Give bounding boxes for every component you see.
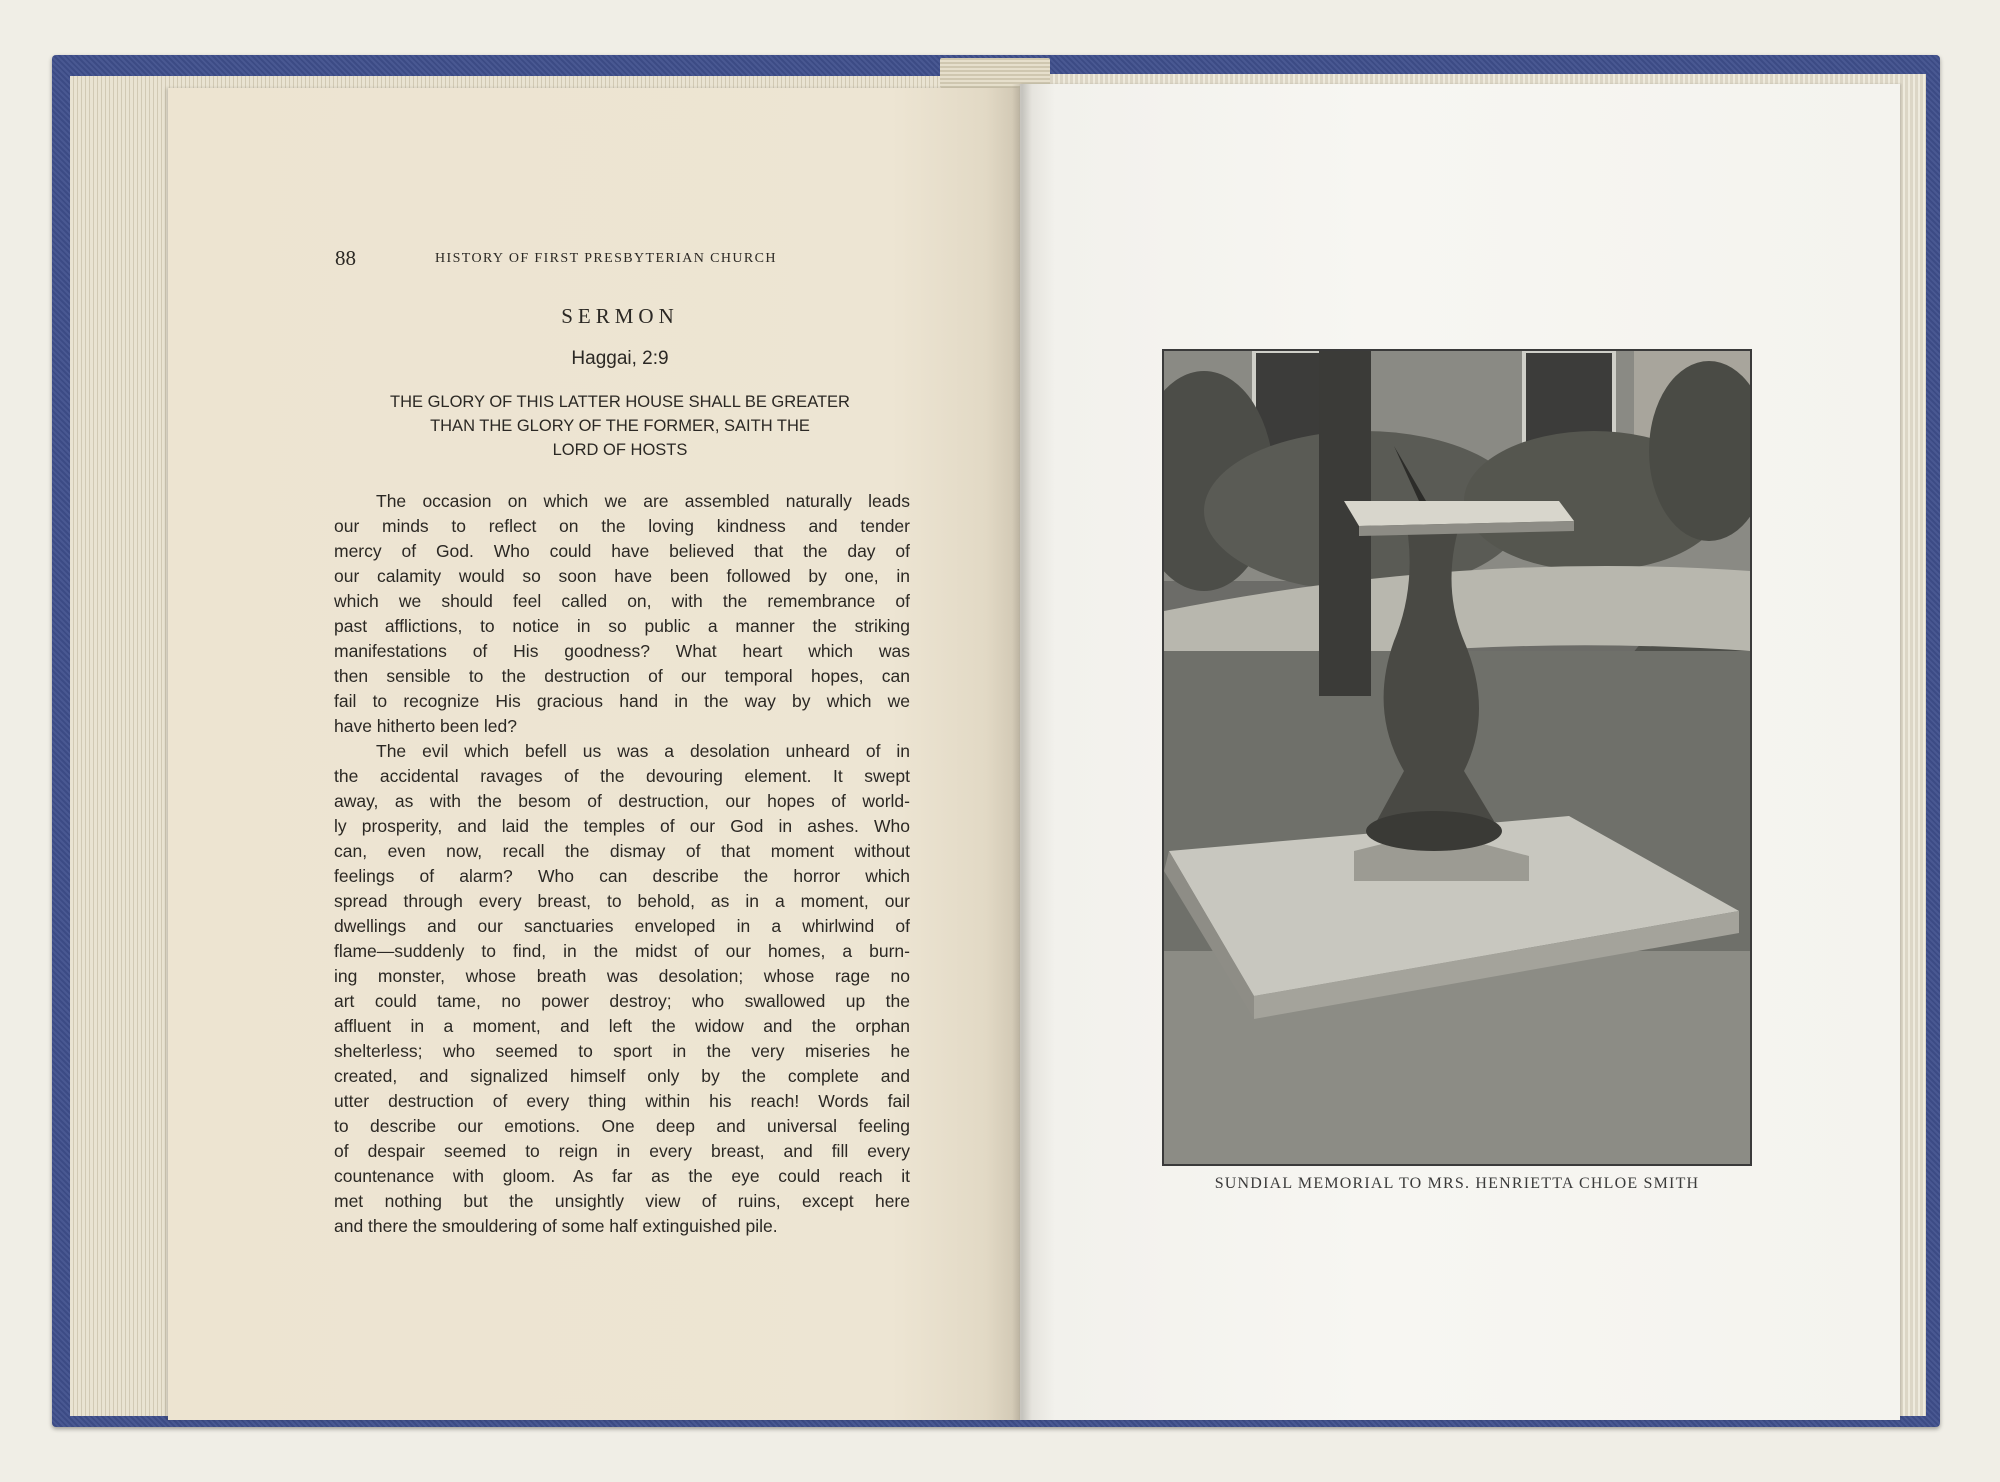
scripture-reference: Haggai, 2:9: [571, 348, 669, 369]
text-line: feelings of alarm? Who can describe the horror which: [334, 866, 910, 886]
text-line: art could tame, no power destroy; who swallowed up the: [334, 991, 910, 1011]
running-head: [330, 246, 910, 276]
text-line: created, and signalized himself only by the complete and: [334, 1066, 910, 1086]
text-line: dwellings and our sanctuaries enveloped in a whirlwind of: [334, 916, 910, 936]
text-line: The evil which befell us was a desolation unheard of in: [376, 741, 910, 761]
page-number: 88: [335, 246, 356, 270]
text-line: countenance with gloom. As far as the eye could reach it: [334, 1166, 910, 1186]
text-line: mercy of God. Who could have believed that the day of: [334, 541, 910, 561]
text-line: then sensible to the destruction of our temporal hopes, can: [334, 666, 910, 686]
sundial-photo-illustration: [1164, 351, 1750, 1164]
text-line: shelterless; who seemed to sport in the very miseries he: [334, 1041, 910, 1061]
text-line: to describe our emotions. One deep and universal feeling: [334, 1116, 910, 1136]
verse-line: LORD OF HOSTS: [552, 441, 688, 459]
book-gutter: [1012, 84, 1032, 1420]
running-head-title: HISTORY OF FIRST PRESBYTERIAN CHURCH: [435, 251, 777, 266]
text-line: utter destruction of every thing within his reach! Words fail: [334, 1091, 910, 1111]
sundial-photograph: [1162, 349, 1752, 1166]
text-line: affluent in a moment, and left the widow and the orphan: [334, 1016, 910, 1036]
sermon-title: SERMON: [561, 304, 679, 328]
sermon-body: [334, 489, 910, 1239]
text-line: manifestations of His goodness? What heart which was: [334, 641, 910, 661]
text-line: ly prosperity, and laid the temples of our God in ashes. Who: [334, 816, 910, 836]
text-line: met nothing but the unsightly view of ruins, except here: [334, 1191, 910, 1211]
text-line: ing monster, whose breath was desolation; whose rage no: [334, 966, 910, 986]
text-line: of despair seemed to reign in every breast, and fill every: [334, 1141, 910, 1161]
verse-line: THE GLORY OF THIS LATTER HOUSE SHALL BE GREATER: [390, 393, 850, 411]
verse-quote: [330, 390, 910, 462]
text-line: the accidental ravages of the devouring element. It swept: [334, 766, 910, 786]
text-line: flame—suddenly to find, in the midst of our homes, a burn-: [334, 941, 910, 961]
text-line: spread through every breast, to behold, as in a moment, our: [334, 891, 910, 911]
text-line: away, as with the besom of destruction, our hopes of world-: [334, 791, 910, 811]
text-line: fail to recognize His gracious hand in the way by which we: [334, 691, 910, 711]
text-line: have hitherto been led?: [334, 716, 517, 736]
text-line: and there the smouldering of some half extinguished pile.: [334, 1216, 778, 1236]
photo-caption: SUNDIAL MEMORIAL TO MRS. HENRIETTA CHLOE SMITH: [1214, 1175, 1700, 1192]
text-line: our calamity would so soon have been followed by one, in: [334, 566, 910, 586]
text-line: our minds to reflect on the loving kindness and tender: [334, 516, 910, 536]
text-line: can, even now, recall the dismay of that moment without: [334, 841, 910, 861]
text-line: past afflictions, to notice in so public a manner the striking: [334, 616, 910, 636]
text-line: The occasion on which we are assembled naturally leads: [376, 491, 910, 511]
text-line: which we should feel called on, with the remembrance of: [334, 591, 910, 611]
verse-line: THAN THE GLORY OF THE FORMER, SAITH THE: [430, 417, 810, 435]
